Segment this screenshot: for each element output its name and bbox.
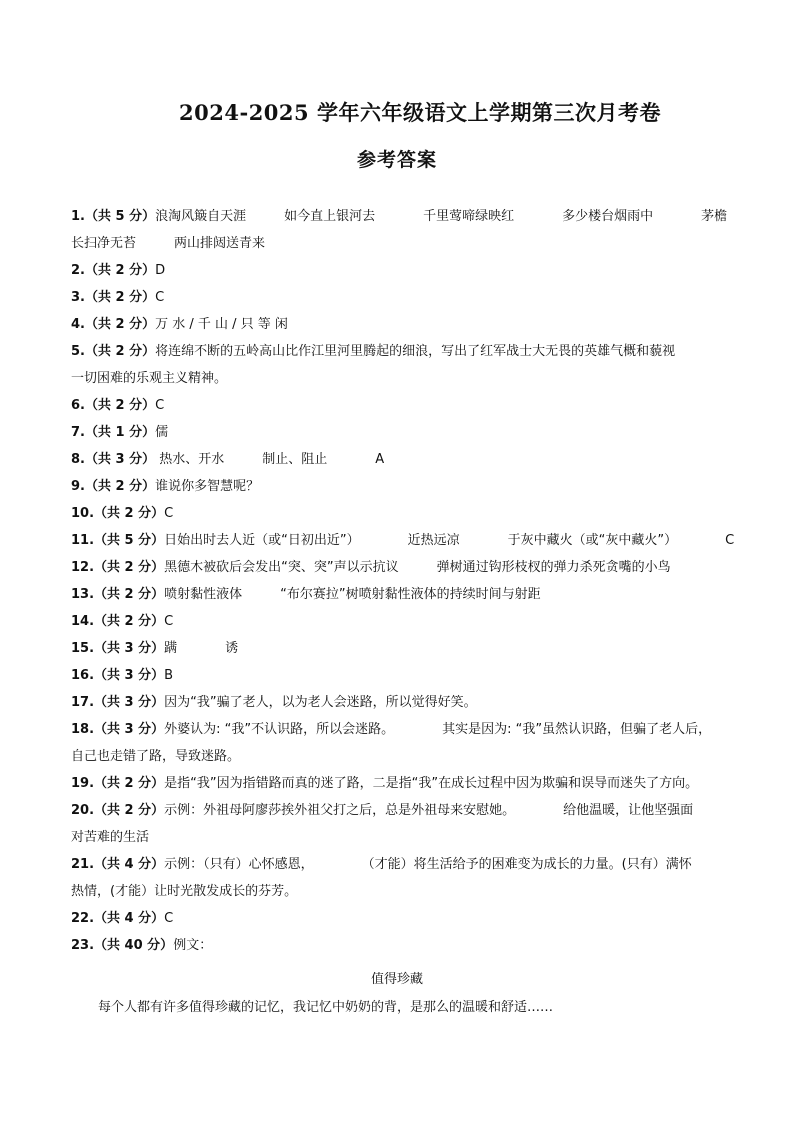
answer-points: （共 40 分）: [94, 938, 174, 953]
answer-number: 19.: [71, 776, 95, 791]
answer-text: 给他温暖，让他坚强面: [563, 803, 694, 818]
answer-text: 万 水 / 千 山 / 只 等 闲: [155, 317, 288, 332]
answer-text: 制止、阻止: [262, 452, 328, 467]
answer-text: 示例：外祖母阿廖莎挨外祖父打之后，总是外祖母来安慰她。: [164, 803, 516, 818]
answer-text: 日始出时去人近（或“日初出近”）: [164, 533, 360, 548]
answer-item: [71, 662, 721, 689]
answer-text: 近热远凉: [407, 533, 460, 548]
answer-points: （共 2 分）: [84, 290, 156, 305]
answer-item: [71, 797, 721, 824]
answer-text: 是指“我”因为指错路而真的迷了路，二是指“我”在成长过程中因为欺骗和误导而迷失了方向。: [164, 776, 699, 791]
answer-text: 例文：: [173, 938, 213, 953]
answer-text: 茅檐: [701, 209, 728, 224]
answer-points: （共 3 分）: [84, 452, 156, 467]
answer-text: 如今直上银河去: [284, 209, 376, 224]
answer-continuation: [71, 743, 721, 770]
answer-text: 因为“我”骗了老人，以为老人会迷路，所以觉得好笑。: [164, 695, 477, 710]
answer-number: 9.: [71, 479, 85, 494]
answer-points: （共 3 分）: [94, 695, 165, 710]
answer-text: 谁说你多智慧呢？: [155, 479, 260, 494]
answer-text: 一切困难的乐观主义精神。: [71, 371, 228, 386]
page-title: 2024-2025 学年六年级语文上学期第三次月考卷: [179, 100, 661, 125]
answer-points: （共 2 分）: [84, 317, 156, 332]
answer-item: [71, 770, 721, 797]
answer-points: （共 2 分）: [94, 587, 165, 602]
answer-continuation: [71, 365, 721, 392]
answer-points: （共 3 分）: [94, 722, 165, 737]
answer-text: 两山排闼送青来: [174, 236, 266, 251]
answer-number: 6.: [71, 398, 85, 413]
answer-number: 12.: [71, 560, 95, 575]
answer-item: [71, 257, 721, 284]
answer-number: 15.: [71, 641, 95, 656]
answer-text: 长扫净无苔: [71, 236, 137, 251]
answer-item: [71, 473, 721, 500]
answer-points: （共 4 分）: [94, 857, 165, 872]
answer-text: C: [155, 290, 165, 305]
answer-points: （共 2 分）: [94, 506, 165, 521]
answer-number: 22.: [71, 911, 95, 926]
answer-item: [71, 905, 721, 932]
answer-item: [71, 419, 721, 446]
answer-points: （共 2 分）: [94, 560, 165, 575]
answer-item: [71, 392, 721, 419]
answer-text: 蹒: [164, 641, 178, 656]
answer-text: 多少楼台烟雨中: [562, 209, 654, 224]
answer-number: 17.: [71, 695, 95, 710]
answer-text: （才能）将生活给予的困难变为成长的力量。(只有）满怀: [361, 857, 692, 872]
answer-text: A: [375, 452, 385, 467]
answer-points: （共 2 分）: [94, 776, 165, 791]
answer-text: 诱: [225, 641, 239, 656]
answer-text: 喷射黏性液体: [164, 587, 243, 602]
answer-text: 热情，(才能）让时光散发成长的芬芳。: [71, 884, 298, 899]
answer-text: 热水、开水: [155, 452, 225, 467]
answer-text: 儒: [155, 425, 169, 440]
answer-item: [71, 554, 721, 581]
answer-points: （共 1 分）: [84, 425, 156, 440]
answer-item: [71, 851, 721, 878]
answer-number: 2.: [71, 263, 85, 278]
answer-number: 3.: [71, 290, 85, 305]
answer-text: 对苦难的生活: [71, 830, 150, 845]
answer-text: 其实是因为: “我”虽然认识路，但骗了老人后，: [442, 722, 712, 737]
answer-continuation: [71, 230, 721, 257]
answer-number: 10.: [71, 506, 95, 521]
answer-number: 16.: [71, 668, 95, 683]
answer-number: 18.: [71, 722, 95, 737]
page-subtitle: 参考答案: [356, 149, 437, 171]
answer-points: （共 2 分）: [84, 344, 156, 359]
answer-text: D: [155, 263, 166, 278]
answer-points: （共 2 分）: [84, 479, 156, 494]
answer-text: “布尔赛拉”树喷射黏性液体的持续时间与射距: [280, 587, 541, 602]
answer-text: 自己也走错了路，导致迷路。: [71, 749, 241, 764]
answer-continuation: [71, 824, 721, 851]
answer-points: （共 3 分）: [94, 668, 165, 683]
answer-text: 将连绵不断的五岭高山比作江里河里腾起的细浪，写出了红军战士大无畏的英雄气概和藐视: [155, 344, 676, 359]
answer-item: [71, 608, 721, 635]
answer-list: [71, 203, 735, 959]
answer-points: （共 2 分）: [84, 398, 156, 413]
answer-points: （共 4 分）: [94, 911, 165, 926]
answer-text: 千里莺啼绿映红: [423, 209, 515, 224]
answer-number: 20.: [71, 803, 95, 818]
answer-item: [71, 500, 721, 527]
answer-text: 示例：（只有）心怀感恩，: [164, 857, 314, 872]
answer-points: （共 3 分）: [94, 641, 165, 656]
answer-number: 7.: [71, 425, 85, 440]
answer-item: [71, 932, 721, 959]
essay-title: 值得珍藏: [370, 972, 423, 987]
answer-points: （共 2 分）: [94, 803, 165, 818]
answer-item: [71, 581, 721, 608]
essay-text: 每个人都有许多值得珍藏的记忆，我记忆中奶奶的背，是那么的温暖和舒适……: [98, 1000, 554, 1015]
answer-text: 浪淘风簸自天涯: [155, 209, 247, 224]
answer-number: 23.: [71, 938, 95, 953]
answer-points: （共 5 分）: [84, 209, 156, 224]
answer-number: 21.: [71, 857, 95, 872]
answer-number: 11.: [71, 533, 95, 548]
answer-points: （共 2 分）: [84, 263, 156, 278]
answer-text: C: [155, 398, 165, 413]
answer-number: 5.: [71, 344, 85, 359]
answer-text: C: [164, 911, 174, 926]
answer-item: [71, 311, 721, 338]
answer-text: 黑德木被砍后会发出“突、突”声以示抗议: [164, 560, 399, 575]
answer-item: [71, 284, 721, 311]
answer-number: 14.: [71, 614, 95, 629]
answer-text: C: [725, 533, 735, 548]
answer-item: [71, 527, 735, 554]
answer-item: [71, 446, 721, 473]
answer-points: （共 5 分）: [94, 533, 165, 548]
answer-number: 4.: [71, 317, 85, 332]
answer-text: C: [164, 506, 174, 521]
answer-item: [71, 203, 728, 230]
answer-text: B: [164, 668, 174, 683]
answer-continuation: [71, 878, 721, 905]
answer-number: 1.: [71, 209, 85, 224]
answer-number: 13.: [71, 587, 95, 602]
answer-text: 外婆认为: “我”不认识路，所以会迷路。: [164, 722, 395, 737]
answer-text: C: [164, 614, 174, 629]
answer-item: [71, 716, 721, 743]
answer-item: [71, 338, 721, 365]
answer-text: 于灰中藏火（或“灰中藏火”）: [507, 533, 678, 548]
answer-points: （共 2 分）: [94, 614, 165, 629]
answer-number: 8.: [71, 452, 85, 467]
answer-item: [71, 689, 721, 716]
answer-text: 弹树通过钩形枝杈的弹力杀死贪嘴的小鸟: [436, 560, 671, 575]
answer-item: [71, 635, 721, 662]
